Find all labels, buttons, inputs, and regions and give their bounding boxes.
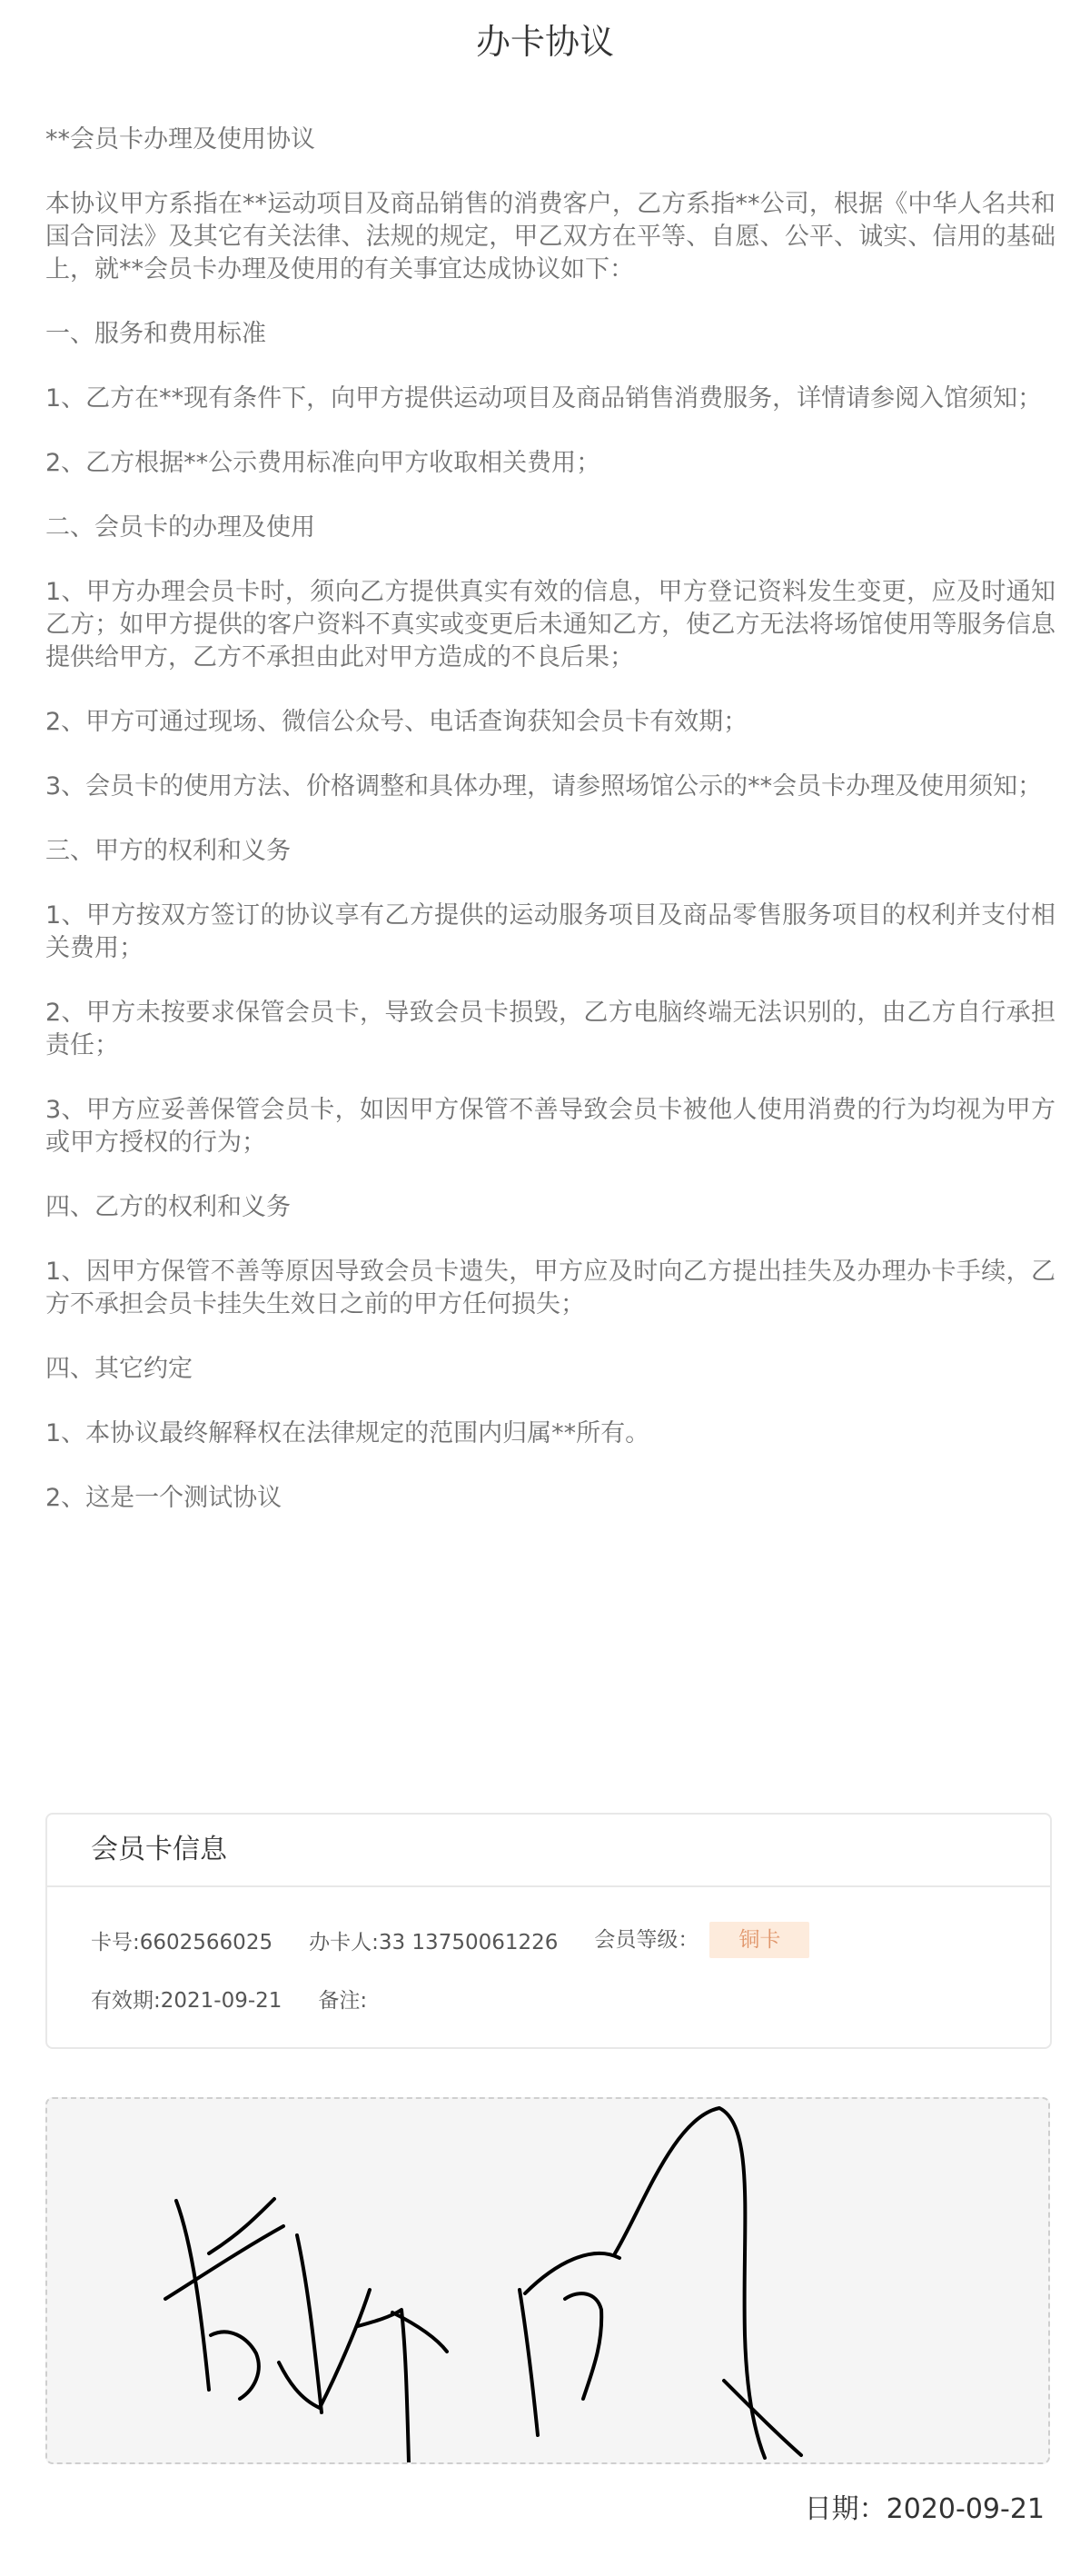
- card-holder-label: 办卡人:: [309, 1930, 379, 1954]
- card-number: [91, 1925, 272, 1955]
- card-number-value: 6602566025: [139, 1930, 273, 1954]
- clause: 2、甲方可通过现场、微信公众号、电话查询获知会员卡有效期；: [45, 708, 748, 736]
- section-title: 一、服务和费用标准: [45, 320, 266, 348]
- section-title: 二、会员卡的办理及使用: [45, 513, 315, 542]
- signature-stroke: [520, 2290, 538, 2435]
- card-number-label: 卡号:: [91, 1930, 140, 1954]
- clause: 1、甲方办理会员卡时，须向乙方提供真实有效的信息，甲方登记资料发生变更，应及时通知乙方；如甲方提供的客户资料不真实或变更后未通知乙方，使乙方无法将场馆使用等服务信息提供给甲方，乙方不承担由此对甲方造成的不良后果；: [45, 578, 1055, 671]
- signature-date: [805, 2491, 1045, 2528]
- signature-stroke: [724, 2381, 801, 2455]
- page-title: 办卡协议: [475, 22, 614, 62]
- card-info-header: 会员卡信息: [47, 1815, 1050, 1887]
- member-level-label: 会员等级：: [594, 1928, 699, 1952]
- card-info-row-1: [91, 1922, 809, 1958]
- signature-drawing: [47, 2099, 1048, 2462]
- clause: 1、本协议最终解释权在法律规定的范围内归属**所有。: [45, 1419, 650, 1447]
- clause: 2、这是一个测试协议: [45, 1484, 282, 1512]
- clause: 3、甲方应妥善保管会员卡，如因甲方保管不善导致会员卡被他人使用消费的行为均视为甲方或甲方授权的行为；: [45, 1096, 1055, 1157]
- signature-stroke: [565, 2293, 601, 2399]
- signature-stroke: [209, 2199, 274, 2253]
- card-expiry-value: 2021-09-21: [160, 1989, 282, 2013]
- signature-stroke: [176, 2201, 209, 2390]
- card-holder: [309, 1925, 558, 1955]
- signature-stroke: [358, 2310, 409, 2462]
- agreement-heading: **会员卡办理及使用协议: [45, 125, 315, 154]
- signature-stroke: [525, 2253, 619, 2293]
- clause: 1、甲方按双方签订的协议享有乙方提供的运动服务项目及商品零售服务项目的权利并支付相关费用；: [45, 901, 1055, 962]
- member-level: [594, 1922, 809, 1958]
- member-level-badge: 铜卡: [709, 1922, 809, 1958]
- clause: 3、会员卡的使用方法、价格调整和具体办理，请参照场馆公示的**会员卡办理及使用须知；: [45, 772, 1043, 801]
- section-title: 四、乙方的权利和义务: [45, 1193, 291, 1221]
- clause: 1、因甲方保管不善等原因导致会员卡遗失，甲方应及时向乙方提出挂失及办理办卡手续，乙方不承担会员卡挂失生效日之前的甲方任何损失；: [45, 1258, 1055, 1318]
- signature-stroke: [615, 2108, 765, 2458]
- agreement-body: [45, 124, 1055, 1547]
- signature-stroke: [279, 2290, 370, 2408]
- card-info-panel: [45, 1813, 1052, 2049]
- card-info-row-2: [91, 1984, 403, 2014]
- clause: 2、甲方未按要求保管会员卡，导致会员卡损毁，乙方电脑终端无法识别的，由乙方自行承担责任；: [45, 999, 1055, 1059]
- card-note: [318, 1984, 367, 2014]
- signature-date-label: 日期：: [804, 2493, 887, 2525]
- clause: 2、乙方根据**公示费用标准向甲方收取相关费用；: [45, 449, 601, 477]
- section-title: 三、甲方的权利和义务: [45, 837, 291, 865]
- card-expiry: [91, 1984, 282, 2014]
- card-expiry-label: 有效期:: [91, 1989, 161, 2013]
- card-holder-value: 33 13750061226: [378, 1930, 559, 1954]
- signature-date-value: 2020-09-21: [886, 2493, 1045, 2525]
- signature-pad[interactable]: [45, 2097, 1050, 2464]
- signature-stroke: [392, 2312, 447, 2352]
- card-note-label: 备注:: [318, 1989, 368, 2013]
- agreement-intro: 本协议甲方系指在**运动项目及商品销售的消费客户，乙方系指**公司，根据《中华人名共和国合同法》及其它有关法律、法规的规定，甲乙双方在平等、自愿、公平、诚实、信用的基础上，就**会员卡办理及使用的有关事宜达成协议如下：: [45, 190, 1055, 283]
- signature-stroke: [211, 2332, 259, 2399]
- section-title: 四、其它约定: [45, 1355, 193, 1383]
- clause: 1、乙方在**现有条件下，向甲方提供运动项目及商品销售消费服务，详情请参阅入馆须知；: [45, 384, 1043, 413]
- signature-stroke: [297, 2235, 322, 2412]
- signature-stroke: [165, 2226, 283, 2299]
